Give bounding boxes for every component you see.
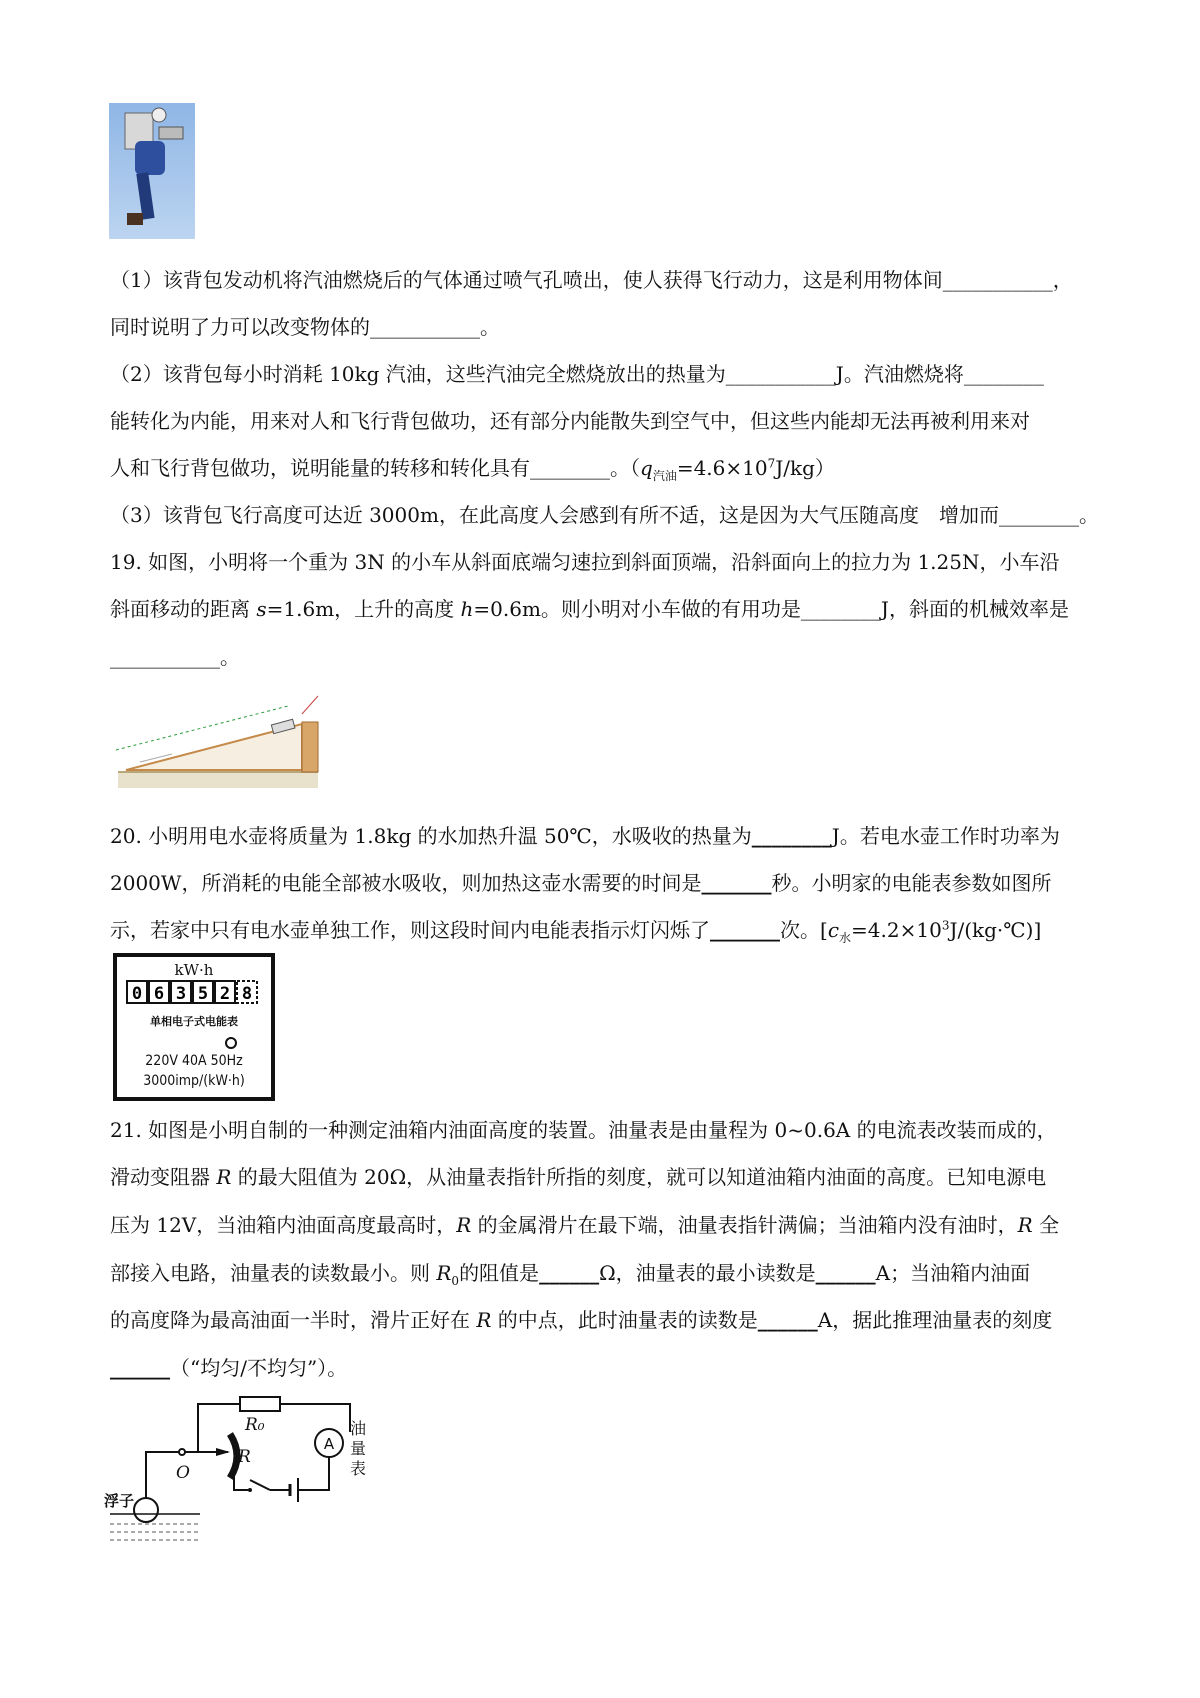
- meter-unit: kW·h: [174, 961, 214, 979]
- q21-line4-b: 的阻值是: [459, 1261, 540, 1285]
- float-label: 浮子: [104, 1492, 135, 1510]
- meter-spec-2: 3000imp/(kW·h): [143, 1073, 245, 1089]
- meter-digit-2: 6: [153, 984, 165, 1004]
- q20-line2: [110, 869, 1051, 897]
- meter-digit-1: 0: [131, 984, 143, 1004]
- float-ball: [134, 1498, 158, 1522]
- q21-line3: [110, 1211, 1059, 1239]
- q19-line2-c: =0.6m。则小明对小车做的有用功是________J，斜面的机械效率是: [473, 597, 1069, 621]
- q20-line1: [110, 822, 1060, 850]
- q21-line5-c: A，据此推理油量表的刻度: [817, 1308, 1053, 1332]
- q18-part1-line2: 同时说明了力可以改变物体的___________。: [110, 315, 500, 339]
- r-label: R: [238, 1447, 251, 1467]
- q20-line2-a: 2000W，所消耗的电能全部被水吸收，则加热这壶水需要的时间是: [110, 871, 702, 895]
- meter-spec-1: 220V 40A 50Hz: [145, 1053, 243, 1069]
- q21-line4-a: 部接入电路，油量表的读数最小。则: [110, 1261, 437, 1285]
- q21-line2: [110, 1163, 1046, 1191]
- s-symbol: s: [256, 597, 267, 621]
- q21-line4-d: A；当油箱内油面: [875, 1261, 1031, 1285]
- q18-unit: J/kg）: [775, 456, 835, 480]
- q21-line4: [110, 1259, 1030, 1287]
- q21-line5: [110, 1306, 1052, 1334]
- r0-label: R₀: [245, 1415, 265, 1435]
- q21-line5-b: 的中点，此时油量表的读数是: [491, 1308, 758, 1332]
- q19-line1: 19. 如图，小明将一个重为 3N 的小车从斜面底端匀速拉到斜面顶端，沿斜面向上的拉力为 1.25N，小车沿: [110, 550, 1060, 574]
- q21-blank-half: ______: [757, 1308, 818, 1332]
- q21-line1: 21. 如图是小明自制的一种测定油箱内油面高度的装置。油量表是由量程为 0~0.6A 的电流表改装而成的，: [110, 1118, 1057, 1142]
- meter-digit-3: 3: [175, 984, 187, 1004]
- q21-line3-a: 压为 12V，当油箱内油面高度最高时，: [110, 1213, 457, 1237]
- q20-line2-b: 秒。小明家的电能表参数如图所: [771, 871, 1052, 895]
- q20-blank-flash: _______: [710, 918, 780, 942]
- q21-line4-c: Ω，油量表的最小读数是: [599, 1261, 816, 1285]
- meter-digit-4: 5: [197, 984, 209, 1004]
- q21-blank-min: ______: [815, 1261, 876, 1285]
- q20-line3-a: 示，若家中只有电水壶单独工作，则这段时间内电能表指示灯闪烁了: [110, 918, 710, 942]
- q21-line5-a: 的高度降为最高油面一半时，滑片正好在: [110, 1308, 477, 1332]
- q21-blank-scale: ______: [110, 1356, 170, 1380]
- q20-line1-a: 20. 小明用电水壶将质量为 1.8kg 的水加热升温 50℃，水吸收的热量为: [110, 824, 752, 848]
- q21-line2-b: 的最大阻值为 20Ω，从油量表指针所指的刻度，就可以知道油箱内油面的高度。已知电源电: [231, 1165, 1047, 1189]
- q18-part2-line1: （2）该背包每小时消耗 10kg 汽油，这些汽油完全燃烧放出的热量为___________J。汽油燃烧将________: [110, 362, 1044, 386]
- meter-digits: [127, 981, 257, 1004]
- c-symbol: c: [827, 918, 840, 942]
- q18-part1-line1: （1）该背包发动机将汽油燃烧后的气体通过喷气孔喷出，使人获得飞行动力，这是利用物体间___________，: [110, 268, 1073, 292]
- q21-line3-c: 全: [1032, 1213, 1060, 1237]
- q19-line2: [110, 595, 1069, 623]
- q18-part3-line1: （3）该背包飞行高度可达近 3000m，在此高度人会感到有所不适，这是因为大气压随高度 增加而________。: [110, 503, 1099, 527]
- q20-line1-b: J。若电水壶工作时功率为: [831, 824, 1060, 848]
- q18-part2-line3-text: 人和飞行背包做功，说明能量的转移和转化具有________。（: [110, 456, 640, 480]
- r-symbol: R: [216, 1165, 232, 1189]
- q20-line3-b: 次。[: [780, 918, 828, 942]
- q-symbol: q: [640, 456, 653, 480]
- q-subscript: 汽油: [652, 469, 677, 483]
- meter-digit-6: 8: [241, 984, 253, 1004]
- jetpack-photo: [109, 103, 195, 239]
- r0-subscript: 0: [451, 1274, 460, 1288]
- meter-label-3: 表: [350, 1459, 367, 1478]
- meter-label-1: 油: [350, 1419, 367, 1438]
- c-subscript: 水: [839, 931, 852, 945]
- q19-line3: ___________。: [110, 645, 240, 669]
- q21-line6-b: （“均匀/不均匀”）。: [170, 1356, 348, 1380]
- meter-digit-5: 2: [219, 984, 231, 1004]
- ammeter-label: A: [323, 1435, 335, 1453]
- oil-gauge-circuit: [104, 1390, 370, 1550]
- q18-part2-line2: 能转化为内能，用来对人和飞行背包做功，还有部分内能散失到空气中，但这些内能却无法再被利用来对: [110, 409, 1030, 433]
- q21-line3-b: 的金属滑片在最下端，油量表指针满偏；当油箱内没有油时，: [471, 1213, 1018, 1237]
- q20-blank-heat: ________: [751, 824, 832, 848]
- pivot-o: [179, 1449, 185, 1455]
- r-symbol: R: [1017, 1213, 1033, 1237]
- q19-line2-a: 斜面移动的距离: [110, 597, 257, 621]
- q21-blank-r0: ______: [539, 1261, 600, 1285]
- meter-indicator-light: [226, 1038, 236, 1048]
- energy-meter-figure: [113, 953, 275, 1101]
- q18-value: =4.6×10: [676, 456, 768, 480]
- pivot-o-label: O: [176, 1463, 190, 1483]
- h-symbol: h: [460, 597, 474, 621]
- q18-part2-line3: [110, 454, 835, 482]
- q21-line2-a: 滑动变阻器: [110, 1165, 217, 1189]
- meter-name: 单相电子式电能表: [150, 1015, 238, 1028]
- incline-figure: [112, 688, 324, 794]
- q20-unit: J/(kg·℃)]: [949, 918, 1042, 942]
- r-symbol: R: [456, 1213, 472, 1237]
- q21-line6: [110, 1354, 347, 1382]
- q20-exponent: 3: [941, 918, 950, 933]
- q20-line3: [110, 916, 1041, 944]
- r-symbol: R: [476, 1308, 492, 1332]
- q19-line2-b: =1.6m，上升的高度: [266, 597, 461, 621]
- r0-resistor: [240, 1397, 280, 1411]
- q20-blank-time: _______: [701, 871, 772, 895]
- q20-value: =4.2×10: [851, 918, 942, 942]
- r0-symbol: R: [436, 1261, 452, 1285]
- q18-exponent: 7: [767, 456, 776, 471]
- meter-label-2: 量: [350, 1439, 367, 1458]
